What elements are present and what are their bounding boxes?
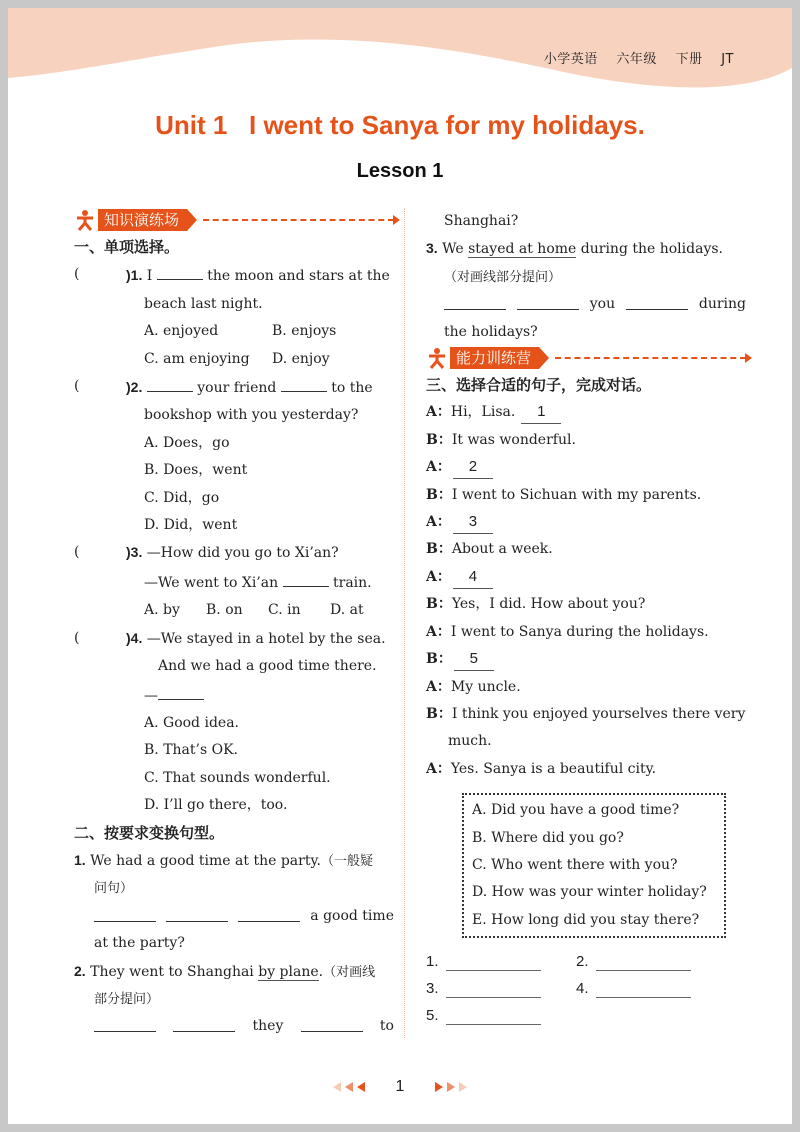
left-column [74, 208, 394, 1041]
dialogue-line [426, 427, 746, 454]
question-number: 3. [426, 240, 438, 257]
question-text: And we had a good time there. [158, 658, 377, 675]
blank[interactable] [173, 1013, 235, 1032]
s2-question-3 [426, 235, 746, 263]
dialogue-text: I think you enjoyed yourselves there very [451, 705, 746, 722]
unit-title: Unit 1 I went to Sanya for my holidays. [155, 110, 645, 140]
speaker-label: B： [426, 651, 452, 668]
speaker-label: A： [426, 760, 451, 777]
options-row [74, 597, 394, 624]
fill-text: during [698, 296, 746, 313]
question-text: train. [333, 574, 372, 591]
dashed-arrow [555, 357, 746, 359]
option[interactable]: D. Did，went [144, 517, 238, 534]
fill-text: at the party? [94, 935, 185, 952]
option[interactable]: C. am enjoying [144, 350, 250, 367]
answer-blank[interactable] [446, 970, 541, 971]
option[interactable]: A. Does，go [144, 434, 230, 451]
numbered-blank[interactable]: 2 [453, 456, 493, 479]
blank[interactable] [444, 291, 506, 310]
dialogue-text: Yes，I did. How about you? [451, 596, 646, 613]
dialogue-option[interactable]: C. Who went there with you? [472, 856, 678, 873]
option[interactable]: B. Does，went [144, 462, 248, 479]
dialogue-line [426, 646, 746, 673]
answer-label: 1. [426, 952, 439, 970]
question-text: . [318, 963, 324, 980]
speaker-label: B： [426, 486, 452, 503]
question-text: I [146, 268, 153, 285]
dialogue-text: Hi，Lisa. [450, 404, 516, 421]
question-text: during the holidays. [576, 241, 723, 258]
dialogue-line [426, 509, 746, 536]
fill-text: they [252, 1018, 284, 1035]
answer-blank[interactable] [596, 970, 691, 971]
option[interactable]: A. Good idea. [144, 714, 239, 731]
section3-title: 三、选择合适的句子，完成对话。 [426, 376, 652, 395]
blank[interactable] [158, 681, 204, 700]
page-footer [8, 1078, 792, 1096]
blank[interactable] [147, 373, 193, 392]
instruction-note: （对画线部分提问） [444, 269, 562, 285]
underlined-text: by plane [258, 963, 319, 980]
runner-icon [74, 209, 96, 231]
dash: — [144, 687, 158, 704]
question-number: 1. [74, 851, 86, 868]
answer-blank[interactable] [596, 997, 691, 998]
options-row [74, 318, 394, 345]
speaker-label: A： [426, 459, 451, 476]
blank[interactable] [238, 903, 300, 922]
option[interactable]: C. Did，go [144, 489, 220, 506]
blank[interactable] [517, 291, 579, 310]
answer-label: 5. [426, 1006, 439, 1024]
answer-cell [426, 948, 576, 975]
s2-question-1 [74, 847, 394, 875]
lesson-title: Lesson 1 [356, 160, 444, 182]
question-text: to the [331, 380, 373, 397]
answer-cell [426, 1002, 576, 1029]
column-divider [404, 208, 405, 1038]
dashed-arrow [203, 219, 394, 221]
blank[interactable] [283, 568, 329, 587]
option[interactable]: D. enjoy [272, 350, 330, 367]
option[interactable]: A. enjoyed [144, 323, 219, 340]
section1-title: 一、单项选择。 [74, 238, 180, 256]
fill-line [426, 291, 746, 318]
question-2 [74, 373, 394, 402]
instruction-note: 问句） [94, 881, 134, 897]
dialogue-option[interactable]: A. Did you have a good time? [472, 802, 680, 819]
answer-grid [426, 948, 746, 1029]
blank[interactable] [281, 373, 327, 392]
blank[interactable] [157, 261, 203, 280]
speaker-label: A： [426, 678, 451, 695]
dialogue-line [426, 564, 746, 591]
fill-line [74, 903, 394, 930]
answer-paren[interactable]: ( [74, 544, 80, 561]
next-arrow-icon [459, 1082, 467, 1092]
question-text [74, 568, 394, 597]
speaker-label: A： [426, 568, 451, 585]
option[interactable]: B. on [206, 602, 243, 619]
question-text: —How did you go to Xi’an? [146, 545, 339, 562]
volume: 下册 [675, 52, 703, 67]
s2-question-2 [74, 958, 394, 986]
dialogue-line [426, 619, 746, 646]
question-text: —We stayed in a hotel by the sea. [146, 630, 386, 647]
question-text: We had a good time at the party. [90, 852, 321, 869]
speaker-label: A： [426, 623, 451, 640]
question-text: We [442, 241, 469, 258]
instruction-note: （对画线 [323, 964, 376, 980]
options-row [74, 346, 394, 373]
blank[interactable] [301, 1013, 363, 1032]
dialogue-line [426, 454, 746, 481]
question-number: )2. [126, 379, 143, 396]
response-line [74, 681, 394, 710]
option[interactable]: C. That sounds wonderful. [144, 769, 331, 786]
options-box [462, 793, 726, 938]
dialogue-text: My uncle. [450, 678, 521, 695]
dialogue-text: Yes. Sanya is a beautiful city. [450, 760, 657, 777]
question-number: )4. [126, 629, 143, 646]
workbook-page [8, 8, 792, 1124]
dialogue-option[interactable]: D. How was your winter holiday? [472, 884, 707, 901]
answer-cell [576, 975, 726, 1002]
answer-label: 2. [576, 952, 589, 970]
instruction-note: 部分提问） [94, 991, 160, 1007]
prev-arrow-icon [333, 1082, 341, 1092]
answer-paren[interactable]: ( [74, 378, 80, 395]
question-3 [74, 539, 394, 567]
blank[interactable] [94, 1013, 156, 1032]
speaker-label: B： [426, 705, 452, 722]
dialogue [426, 399, 746, 783]
question-text: your friend [197, 380, 277, 397]
question-number: 2. [74, 962, 86, 979]
dialogue-option[interactable]: B. Where did you go? [472, 829, 624, 846]
blank[interactable] [94, 903, 156, 922]
banner-label: 能力训练营 [450, 347, 539, 369]
question-4 [74, 625, 394, 653]
numbered-blank[interactable]: 1 [521, 401, 561, 424]
answer-blank[interactable] [446, 1024, 541, 1025]
answer-cell [426, 975, 576, 1002]
question-text: beach last night. [144, 295, 263, 312]
underlined-text: stayed at home [468, 241, 577, 258]
dialogue-line [426, 701, 746, 728]
dialogue-text: I went to Sanya during the holidays. [450, 623, 709, 640]
speaker-label: B： [426, 541, 452, 558]
fill-text: the holidays? [444, 323, 538, 340]
question-1 [74, 261, 394, 290]
book-meta [530, 48, 734, 67]
edition: JT [721, 52, 734, 67]
question-text: They went to Shanghai [90, 963, 259, 980]
dialogue-line [426, 756, 746, 783]
option[interactable]: C. in [268, 602, 301, 619]
dialogue-line [426, 536, 746, 563]
blank[interactable] [626, 291, 688, 310]
dialogue-text: About a week. [451, 541, 553, 558]
subject: 小学英语 [543, 52, 598, 67]
dialogue-text: It was wonderful. [451, 431, 576, 448]
option[interactable]: B. enjoys [272, 323, 337, 340]
fill-line [74, 1013, 394, 1040]
dialogue-line [426, 399, 746, 426]
numbered-blank[interactable]: 3 [453, 511, 493, 534]
answer-label: 4. [576, 979, 589, 997]
speaker-label: B： [426, 431, 452, 448]
dialogue-option[interactable]: E. How long did you stay there? [472, 911, 700, 928]
answer-paren[interactable]: ( [74, 266, 80, 283]
prev-arrow-icon [345, 1082, 353, 1092]
option[interactable]: D. I’ll go there，too. [144, 797, 288, 814]
speaker-label: B： [426, 596, 452, 613]
dialogue-line [426, 591, 746, 618]
question-number: )3. [126, 544, 143, 561]
question-text: bookshop with you yesterday? [144, 407, 359, 424]
dialogue-text: I went to Sichuan with my parents. [451, 486, 702, 503]
numbered-blank[interactable]: 4 [453, 566, 493, 589]
option[interactable]: B. That’s OK. [144, 742, 238, 759]
instruction-note: （一般疑 [320, 853, 373, 869]
section2-title: 二、按要求变换句型。 [74, 823, 225, 842]
right-column [426, 208, 746, 1029]
fill-text: a good time [310, 907, 394, 924]
fill-text: to [379, 1018, 394, 1035]
prev-arrow-icon [357, 1082, 365, 1092]
banner-knowledge [74, 208, 394, 232]
page-number: 1 [395, 1078, 405, 1095]
next-arrow-icon [447, 1082, 455, 1092]
dialogue-line [426, 482, 746, 509]
speaker-label: A： [426, 514, 451, 531]
answer-blank[interactable] [446, 997, 541, 998]
grade: 六年级 [616, 52, 657, 67]
banner-ability [426, 346, 746, 370]
banner-label: 知识演练场 [98, 209, 187, 231]
runner-icon [426, 347, 448, 369]
dialogue-text: much. [448, 733, 492, 750]
question-number: )1. [126, 267, 143, 284]
question-text: the moon and stars at the [207, 268, 390, 285]
numbered-blank[interactable]: 5 [454, 648, 494, 671]
question-text: —We went to Xi’an [144, 574, 279, 591]
fill-text: you [589, 296, 616, 313]
option[interactable]: A. by [144, 602, 180, 619]
blank[interactable] [166, 903, 228, 922]
fill-text: Shanghai? [444, 213, 519, 229]
speaker-label: A： [426, 404, 451, 421]
dialogue-line [426, 674, 746, 701]
answer-cell [576, 948, 726, 975]
next-arrow-icon [435, 1082, 443, 1092]
answer-label: 3. [426, 979, 439, 997]
option[interactable]: D. at [330, 602, 364, 619]
answer-paren[interactable]: ( [74, 629, 80, 646]
